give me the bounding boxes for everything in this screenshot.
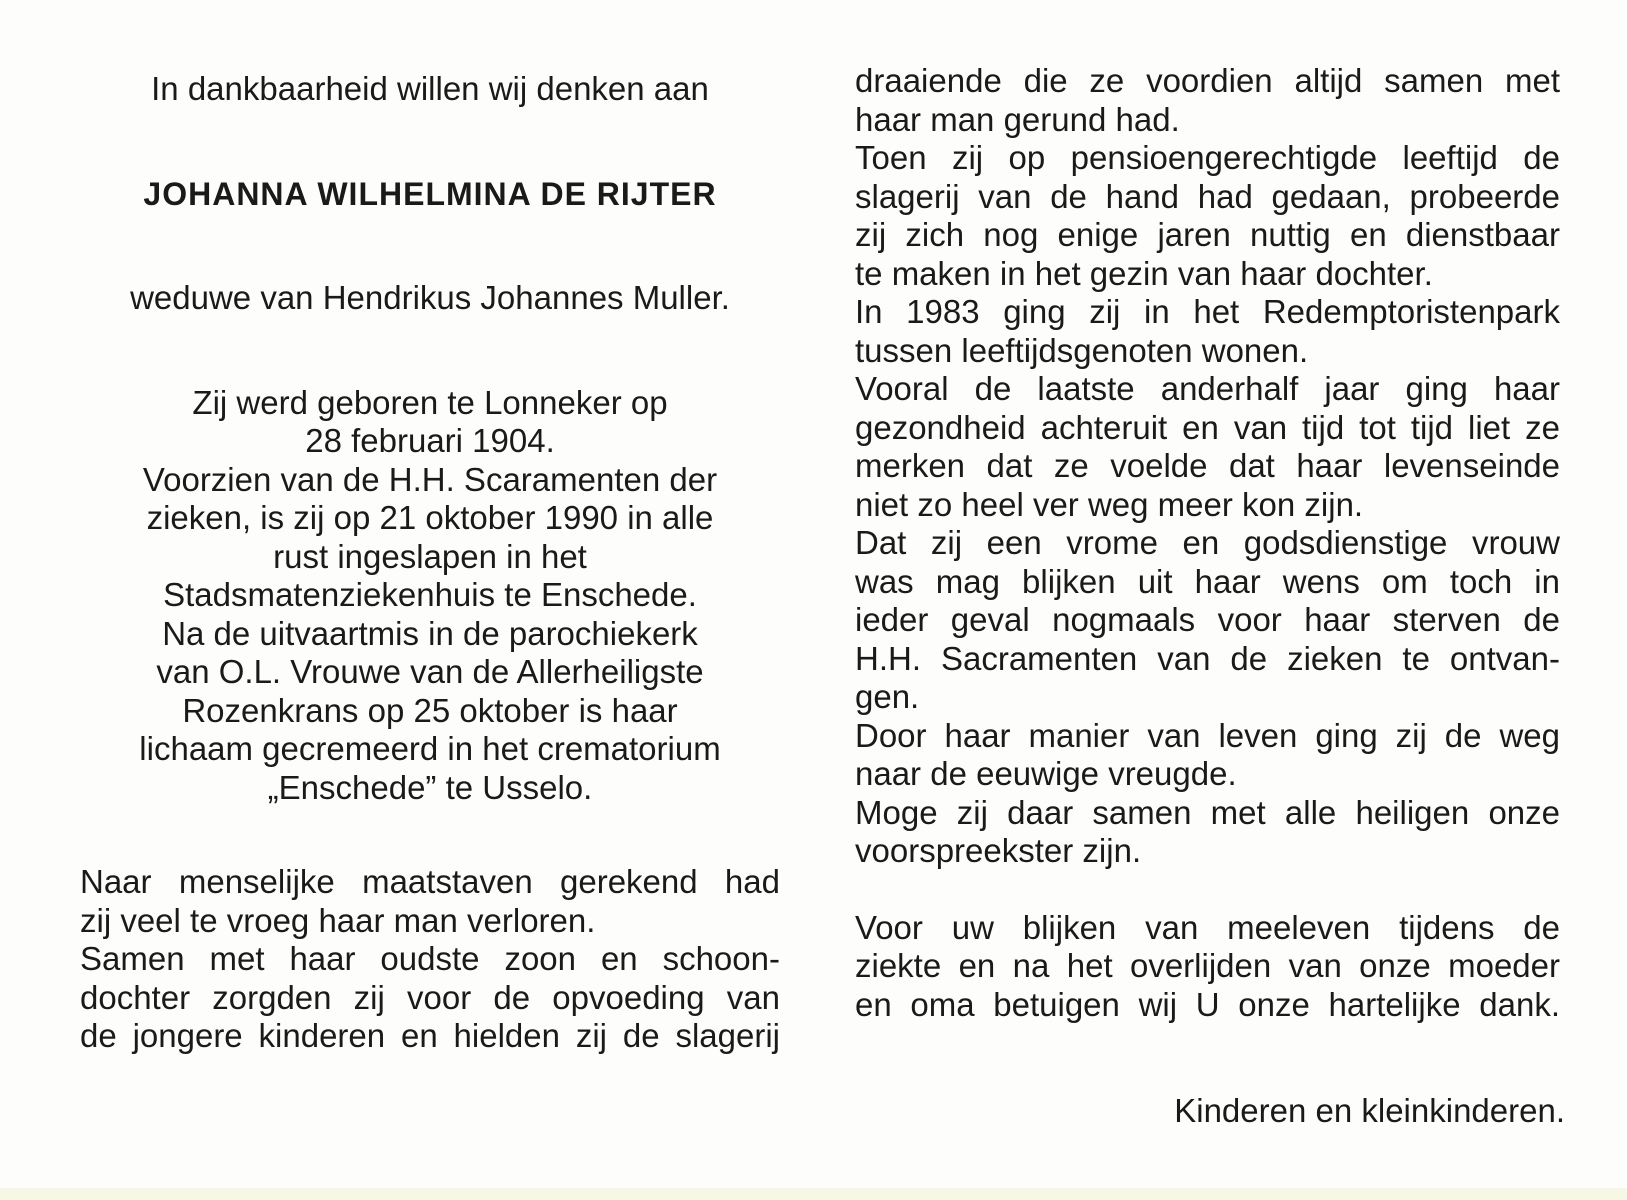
bio-line: rust ingeslapen in het	[273, 537, 587, 575]
left-paragraph	[80, 863, 780, 1056]
deceased-name: JOHANNA WILHELMINA DE RIJTER	[143, 175, 717, 212]
left-paragraph-line: dochter zorgden zij voor de opvoeding van	[80, 978, 780, 1016]
bio-line: Stadsmatenziekenhuis te Enschede.	[163, 576, 697, 613]
intro-line: In dankbaarheid willen wij denken aan	[151, 70, 709, 107]
bio-line: Na de uitvaartmis in de parochiekerk	[162, 614, 698, 652]
left-paragraph-line: Naar menselijke maatstaven gerekend had	[80, 863, 780, 900]
bio-line: lichaam gecremeerd in het crematorium	[139, 730, 721, 767]
bio-line: Rozenkrans op 25 oktober is haar	[182, 691, 678, 729]
left-paragraph-line: zij veel te vroeg haar man verloren.	[80, 901, 596, 939]
right-paragraph-line: niet zo heel ver weg meer kon zijn.	[855, 485, 1364, 523]
right-paragraph-line: Vooral de laatste anderhalf jaar ging haar	[855, 370, 1560, 407]
right-paragraph-line: te maken in het gezin van haar dochter.	[855, 254, 1433, 292]
right-paragraph-line: voorspreekster zijn.	[855, 832, 1142, 869]
left-column	[80, 70, 780, 1056]
right-paragraph-line: ieder geval nogmaals voor haar sterven de	[855, 601, 1560, 638]
bio-block	[80, 384, 780, 808]
right-paragraph-line: draaiende die ze voordien altijd samen met	[855, 62, 1560, 99]
widow-of-line: weduwe van Hendrikus Johannes Muller.	[130, 279, 730, 316]
bio-line: van O.L. Vrouwe van de Allerheiligste	[156, 653, 704, 690]
right-paragraph-line: zij zich nog enige jaren nuttig en dienstbaar	[855, 216, 1560, 253]
thanks-line: ziekte en na het overlijden van onze moeder	[855, 947, 1560, 984]
right-paragraph-line: Door haar manier van leven ging zij de weg	[855, 716, 1560, 754]
right-paragraph-line: merken dat ze voelde dat haar levenseinde	[855, 447, 1560, 484]
thanks-line: en oma betuigen wij U onze hartelijke dank.	[855, 985, 1560, 1023]
left-paragraph-line: de jongere kinderen en hielden zij de slagerij	[80, 1017, 780, 1054]
right-paragraph-line: haar man gerund had.	[855, 100, 1180, 138]
bio-line: Zij werd geboren te Lonneker op	[192, 383, 668, 421]
signature: Kinderen en kleinkinderen.	[1174, 1092, 1565, 1129]
right-paragraph-line: Toen zij op pensioengerechtigde leeftijd de	[855, 139, 1560, 176]
bio-line: zieken, is zij op 21 oktober 1990 in alle	[146, 499, 714, 536]
right-paragraph-line: Dat zij een vrome en godsdienstige vrouw	[855, 524, 1560, 561]
left-paragraph-line: Samen met haar oudste zoon en schoon-	[80, 940, 780, 977]
bio-line: „Enschede” te Usselo.	[267, 768, 593, 806]
right-paragraph-line: naar de eeuwige vreugde.	[855, 755, 1237, 792]
right-paragraph-line: gen.	[855, 678, 920, 715]
right-paragraph-line: Moge zij daar samen met alle heiligen onze	[855, 793, 1560, 831]
right-paragraph-line: slagerij van de hand had gedaan, probeerde	[855, 177, 1560, 215]
right-paragraph-line: In 1983 ging zij in het Redemptoristenpark	[855, 293, 1560, 330]
right-paragraph-line: H.H. Sacramenten van de zieken te ontvan-	[855, 639, 1560, 677]
bio-line: Voorzien van de H.H. Scaramenten der	[142, 460, 718, 498]
right-paragraph-line: was mag blijken uit haar wens om toch in	[855, 562, 1560, 600]
thanks-line: Voor uw blijken van meeleven tijdens de	[855, 908, 1560, 946]
right-paragraph-line: gezondheid achteruit en van tijd tot tijd liet ze	[855, 408, 1560, 446]
right-paragraph	[855, 62, 1560, 871]
bio-line: 28 februari 1904.	[305, 422, 555, 459]
scan-edge	[0, 1188, 1627, 1200]
right-column	[855, 62, 1560, 1024]
thanks-paragraph	[855, 909, 1560, 1025]
right-paragraph-line: tussen leeftijdsgenoten wonen.	[855, 331, 1309, 369]
